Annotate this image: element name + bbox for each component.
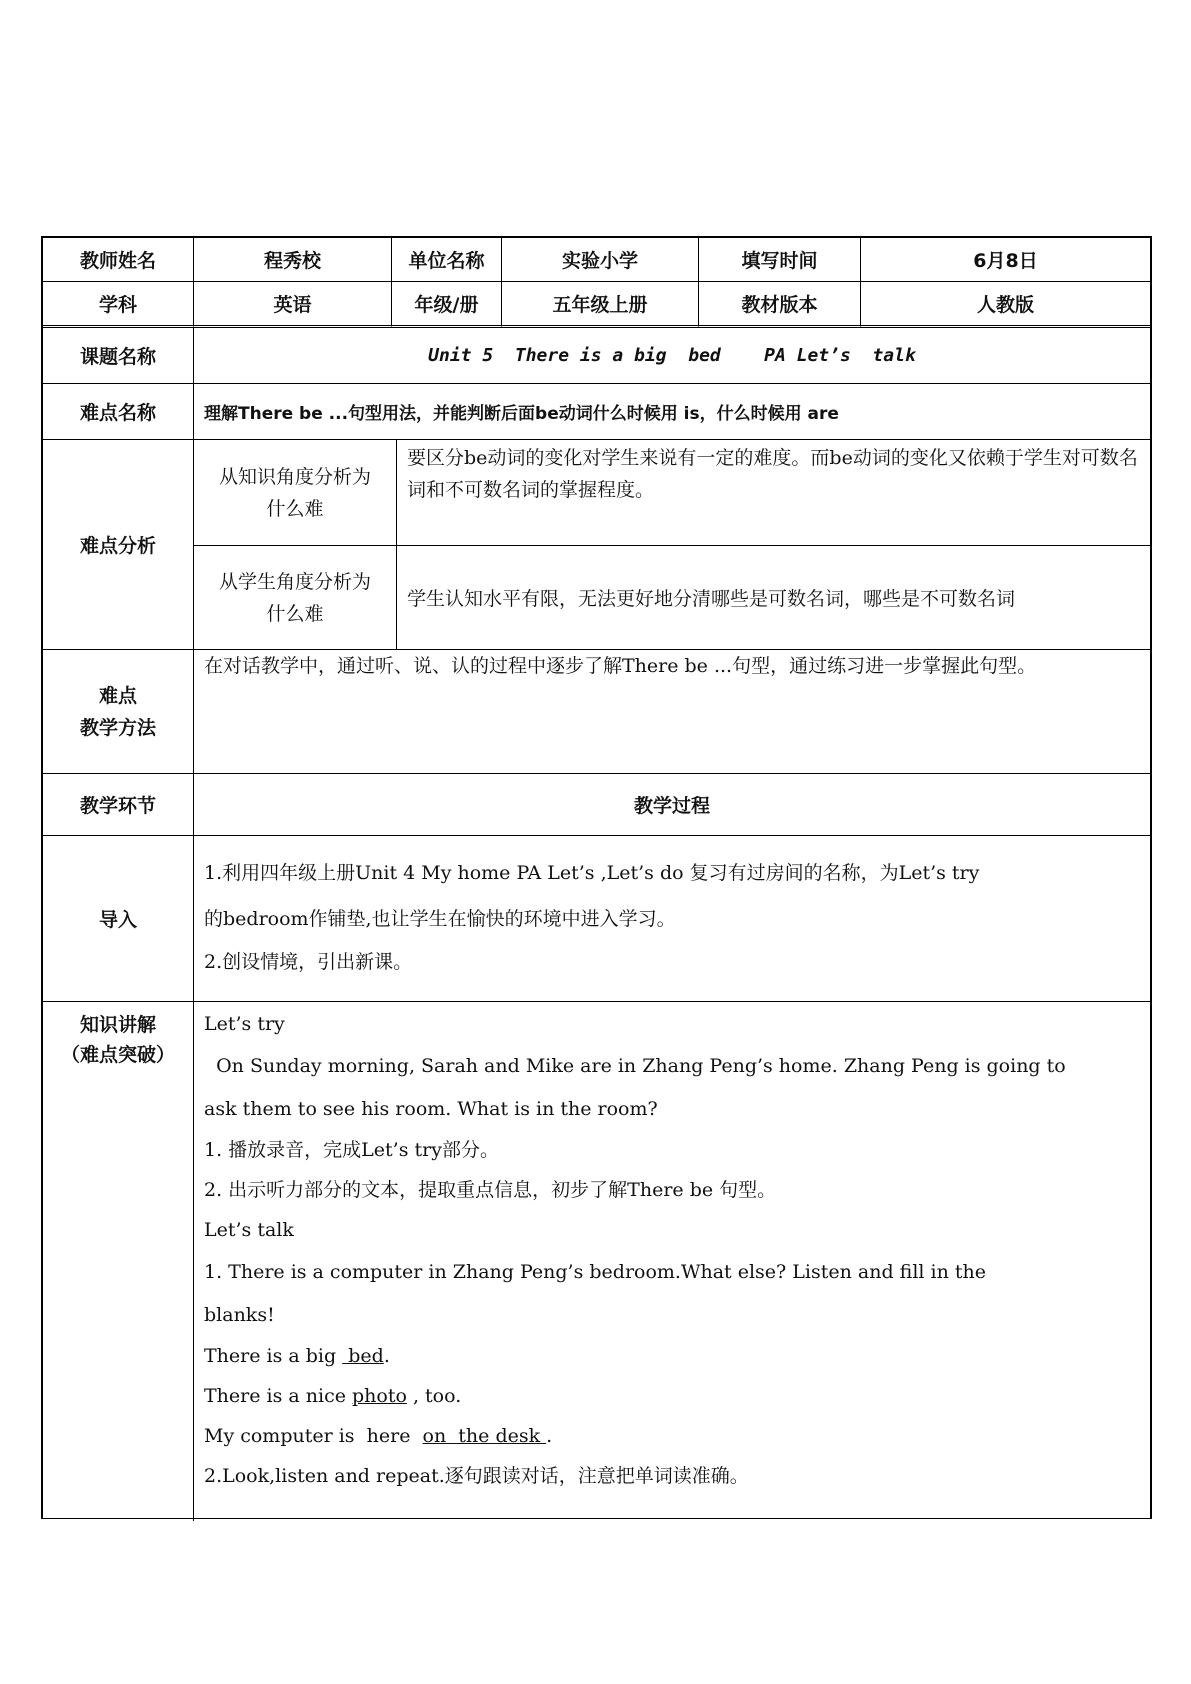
process-stage-label: 教学环节 <box>43 774 194 836</box>
fill-line-3 <box>204 1416 1140 1456</box>
difficulty-label: 难点名称 <box>43 384 194 440</box>
knowledge-line-3: ask them to see his room. What is in the room? <box>204 1098 658 1120</box>
fill-1-prefix: There is a big <box>204 1345 343 1367</box>
knowledge-line-5: 2. 出示听力部分的文本，提取重点信息，初步了解There be 句型。 <box>204 1179 777 1201</box>
teacher-name-value: 程秀校 <box>194 238 392 282</box>
fill-1-answer: bed <box>342 1345 384 1367</box>
fill-1-suffix: . <box>383 1345 390 1367</box>
fill-date-label: 填写时间 <box>699 238 861 282</box>
knowledge-line-2: On Sunday morning, Sarah and Mike are in Zhang Peng’s home. Zhang Peng is going to <box>204 1055 1066 1077</box>
fill-2-prefix: There is a nice <box>204 1385 352 1407</box>
fill-2-suffix: , too. <box>406 1385 462 1407</box>
student-angle-text: 学生认知水平有限，无法更好地分清哪些是可数名词，哪些是不可数名词 <box>397 546 1150 650</box>
fill-3-answer: on the desk <box>422 1425 547 1447</box>
analysis-label: 难点分析 <box>43 440 194 650</box>
subject-value: 英语 <box>194 282 392 328</box>
intro-content <box>194 836 1150 1002</box>
knowledge-line-6: Let’s talk <box>204 1219 294 1241</box>
edition-label: 教材版本 <box>699 282 861 328</box>
grade-label: 年级/册 <box>392 282 502 328</box>
method-label <box>43 650 194 774</box>
topic-label: 课题名称 <box>43 328 194 384</box>
method-label-line1: 难点 <box>98 684 137 707</box>
fill-3-suffix: . <box>546 1425 553 1447</box>
knowledge-line-1: Let’s try <box>204 1013 285 1035</box>
knowledge-line-7: 1. There is a computer in Zhang Peng’s bedroom.What else? Listen and fill in the <box>204 1261 986 1283</box>
lesson-plan-table <box>41 236 1152 1519</box>
knowledge-label-line2: （难点突破） <box>60 1044 175 1066</box>
knowledge-label <box>43 1002 194 1521</box>
fill-3-prefix: My computer is here <box>204 1425 423 1447</box>
intro-line-2: 的bedroom作铺垫,也让学生在愉快的环境中进入学习。 <box>204 908 676 930</box>
fill-2-answer: photo <box>352 1385 407 1407</box>
edition-value: 人教版 <box>861 282 1150 328</box>
method-text: 在对话教学中，通过听、说、认的过程中逐步了解There be ...句型，通过练习进一步掌握此句型。 <box>194 650 1150 774</box>
fill-line-2 <box>204 1376 1140 1416</box>
student-angle-label: 从学生角度分析为什么难 <box>194 546 397 650</box>
process-label: 教学过程 <box>194 774 1150 836</box>
intro-line-1: 1.利用四年级上册Unit 4 My home PA Let’s ,Let’s do 复习有过房间的名称，为Let’s try <box>204 862 980 884</box>
grade-value: 五年级上册 <box>502 282 699 328</box>
unit-name-value: 实验小学 <box>502 238 699 282</box>
knowledge-line-8: blanks! <box>204 1304 275 1326</box>
knowledge-angle-text: 要区分be动词的变化对学生来说有一定的难度。而be动词的变化又依赖于学生对可数名词和不可数名词的掌握程度。 <box>397 440 1150 546</box>
knowledge-last-line: 2.Look,listen and repeat.逐句跟读对话，注意把单词读准确。 <box>204 1465 749 1487</box>
subject-label: 学科 <box>43 282 194 328</box>
knowledge-angle-label: 从知识角度分析为什么难 <box>194 440 397 546</box>
intro-line-3: 2.创设情境，引出新课。 <box>204 951 413 973</box>
difficulty-value: 理解There be ...句型用法，并能判断后面be动词什么时候用 is，什么时候用 are <box>194 384 1150 440</box>
unit-name-label: 单位名称 <box>392 238 502 282</box>
topic-value: Unit 5 There is a big bed PA Let’s talk <box>194 328 1150 384</box>
fill-line-1 <box>204 1336 1140 1376</box>
knowledge-content <box>194 1002 1150 1521</box>
method-label-line2: 教学方法 <box>79 716 156 739</box>
intro-label: 导入 <box>43 836 194 1002</box>
fill-date-value: 6月8日 <box>861 238 1150 282</box>
knowledge-line-4: 1. 播放录音，完成Let’s try部分。 <box>204 1139 499 1161</box>
teacher-name-label: 教师姓名 <box>43 238 194 282</box>
knowledge-label-line1: 知识讲解 <box>79 1014 156 1036</box>
